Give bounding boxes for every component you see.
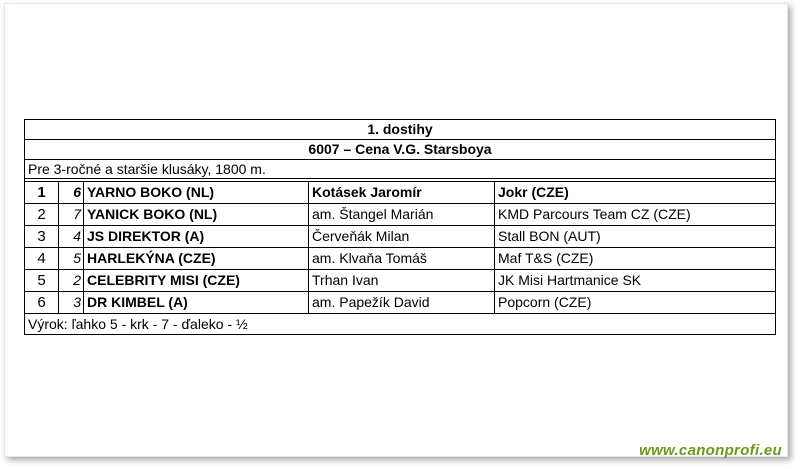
place-cell: 4: [25, 248, 59, 270]
place-cell: 2: [25, 204, 59, 226]
owner-cell: JK Misi Hartmanice SK: [495, 270, 776, 292]
number-cell: 7: [59, 204, 84, 226]
race-title-row: [25, 140, 776, 160]
owner-cell: KMD Parcours Team CZ (CZE): [495, 204, 776, 226]
number-cell: 3: [59, 292, 84, 314]
place-cell: 3: [25, 226, 59, 248]
driver-cell: am. Klvaňa Tomáš: [309, 248, 495, 270]
horse-cell: HARLEKÝNA (CZE): [84, 248, 309, 270]
driver-cell: am. Papežík David: [309, 292, 495, 314]
race-heading-row: [25, 120, 776, 140]
table-row: [25, 292, 776, 314]
number-cell: 6: [59, 182, 84, 204]
driver-cell: am. Štangel Marián: [309, 204, 495, 226]
driver-cell: Trhan Ivan: [309, 270, 495, 292]
result-line: Výrok: ľahko 5 - krk - 7 - ďaleko - ½: [25, 314, 776, 335]
owner-cell: Maf T&S (CZE): [495, 248, 776, 270]
place-cell: 6: [25, 292, 59, 314]
horse-cell: YANICK BOKO (NL): [84, 204, 309, 226]
race-title: 6007 – Cena V.G. Starsboya: [25, 140, 776, 160]
owner-cell: Stall BON (AUT): [495, 226, 776, 248]
table-row: [25, 226, 776, 248]
driver-cell: Červeňák Milan: [309, 226, 495, 248]
race-results-table: [24, 119, 776, 335]
result-row: [25, 314, 776, 335]
horse-cell: JS DIREKTOR (A): [84, 226, 309, 248]
horse-cell: YARNO BOKO (NL): [84, 182, 309, 204]
watermark: www.canonprofi.eu: [639, 442, 782, 459]
race-conditions-row: [25, 160, 776, 179]
table-row: [25, 248, 776, 270]
horse-cell: DR KIMBEL (A): [84, 292, 309, 314]
driver-cell: Kotásek Jaromír: [309, 182, 495, 204]
place-cell: 1: [25, 182, 59, 204]
table-row: [25, 270, 776, 292]
number-cell: 5: [59, 248, 84, 270]
horse-cell: CELEBRITY MISI (CZE): [84, 270, 309, 292]
number-cell: 4: [59, 226, 84, 248]
table-row: [25, 182, 776, 204]
race-heading: 1. dostihy: [25, 120, 776, 140]
owner-cell: Popcorn (CZE): [495, 292, 776, 314]
race-conditions: Pre 3-ročné a staršie klusáky, 1800 m.: [25, 160, 776, 179]
number-cell: 2: [59, 270, 84, 292]
owner-cell: Jokr (CZE): [495, 182, 776, 204]
table-row: [25, 204, 776, 226]
place-cell: 5: [25, 270, 59, 292]
